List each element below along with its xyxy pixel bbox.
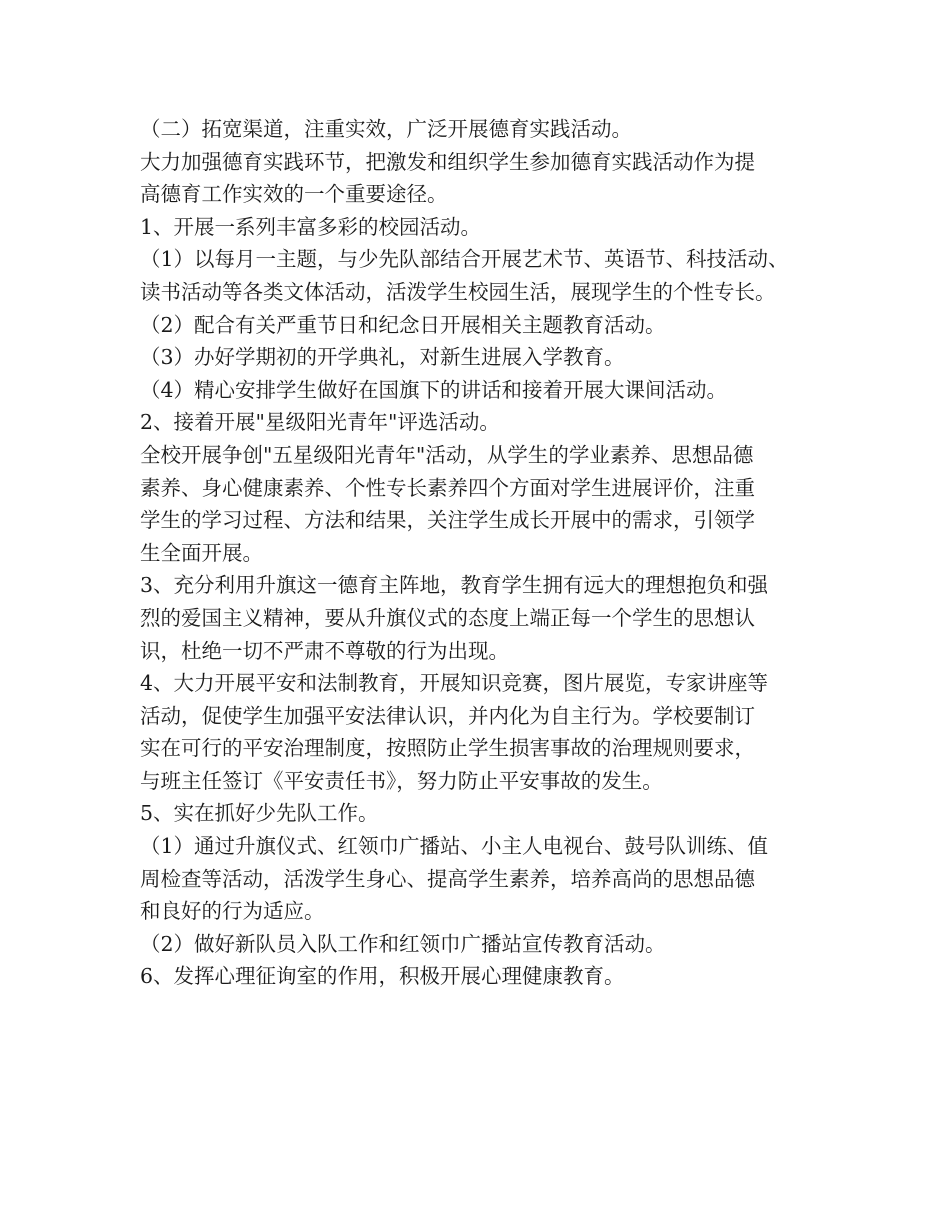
paragraph-line: 学生的学习过程、方法和结果，关注学生成长开展中的需求，引领学 (140, 508, 755, 533)
paragraph-line: 高德育工作实效的一个重要途径。 (140, 182, 448, 207)
sub-item-line: 读书活动等各类文体活动，活泼学生校园生活，展现学生的个性专长。 (140, 279, 776, 304)
list-item-heading: 6、发挥心理征询室的作用，积极开展心理健康教育。 (140, 964, 625, 989)
document-body (140, 113, 830, 993)
sub-item-line: （1）通过升旗仪式、红领巾广播站、小主人电视台、鼓号队训练、值 (140, 834, 769, 859)
list-item-heading: 1、开展一系列丰富多彩的校园活动。 (140, 214, 482, 239)
list-item-line: 活动，促使学生加强平安法律认识，并内化为自主行为。学校要制订 (140, 703, 755, 728)
sub-item-line: （1）以每月一主题，与少先队部结合开展艺术节、英语节、科技活动、 (140, 247, 789, 272)
list-item-line: 实在可行的平安治理制度，按照防止学生损害事故的治理规则要求， (140, 736, 755, 761)
list-item-line: 4、大力开展平安和法制教育，开展知识竞赛，图片展览，专家讲座等 (140, 671, 769, 696)
list-item-heading: 2、接着开展"星级阳光青年"评选活动。 (140, 410, 500, 435)
section-heading: （二）拓宽渠道，注重实效，广泛开展德育实践活动。 (140, 117, 632, 141)
list-item-line: 识，杜绝一切不严肃不尊敬的行为出现。 (140, 638, 509, 663)
sub-item-line: 周检查等活动，活泼学生身心、提高学生素养，培养高尚的思想品德 (140, 866, 755, 891)
sub-item-line: （2）做好新队员入队工作和红领巾广播站宣传教育活动。 (140, 931, 666, 956)
sub-item-line: （2）配合有关严重节日和纪念日开展相关主题教育活动。 (140, 312, 666, 337)
sub-item-line: 和良好的行为适应。 (140, 899, 325, 924)
sub-item-line: （4）精心安排学生做好在国旗下的讲话和接着开展大课间活动。 (140, 377, 728, 402)
paragraph-line: 全校开展争创"五星级阳光青年"活动，从学生的学业素养、思想品德 (140, 442, 754, 467)
list-item-heading: 5、实在抓好少先队工作。 (140, 801, 379, 826)
paragraph-line: 大力加强德育实践环节，把激发和组织学生参加德育实践活动作为提 (140, 149, 755, 174)
list-item-line: 烈的爱国主义精神，要从升旗仪式的态度上端正每一个学生的思想认 (140, 605, 755, 630)
sub-item-line: （3）办好学期初的开学典礼，对新生进展入学教育。 (140, 345, 625, 370)
paragraph-line: 素养、身心健康素养、个性专长素养四个方面对学生进展评价，注重 (140, 475, 755, 500)
list-item-line: 与班主任签订《平安责任书》，努力防止平安事故的发生。 (140, 768, 663, 793)
list-item-line: 3、充分利用升旗这一德育主阵地，教育学生拥有远大的理想抱负和强 (140, 573, 769, 598)
paragraph-line: 生全面开展。 (140, 540, 263, 565)
